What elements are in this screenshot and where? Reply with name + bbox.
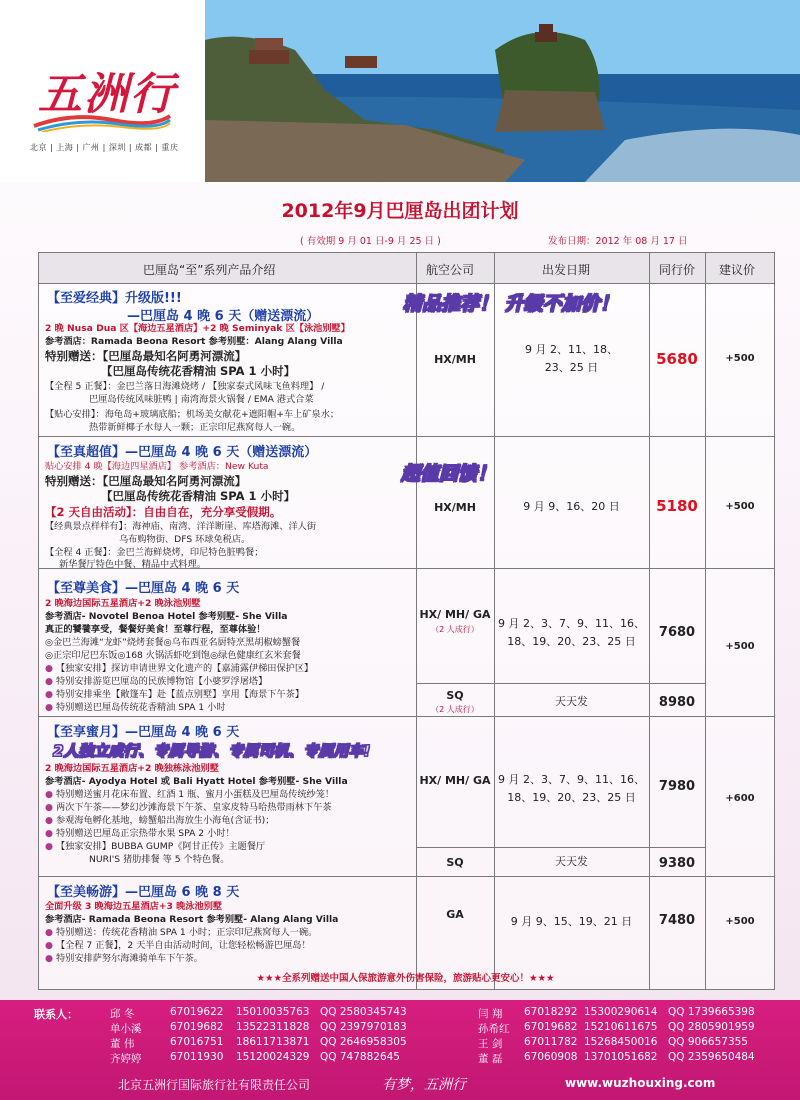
website-link[interactable]: www.wuzhouxing.com xyxy=(565,1076,716,1090)
detail-text: 【独家安排】探访申请世界文化遗产的【嘉浦露伊梯田保护区】 xyxy=(55,663,314,674)
contact-name: 王 剑 xyxy=(478,1038,503,1050)
header-airline: 航空公司 xyxy=(426,263,475,277)
dates-line: 18、19、20、23、25 日 xyxy=(507,635,636,648)
bullet-icon: ● xyxy=(45,815,54,826)
contact-tel: 67019682 xyxy=(524,1021,578,1033)
dates-line: 9 月 2、11、18、 xyxy=(525,343,618,356)
contact-mobile: 13522311828 xyxy=(236,1021,310,1033)
logo-area xyxy=(0,0,205,182)
promo-annotation: 超值回馈！ xyxy=(401,463,497,485)
company-name: 北京五洲行国际旅行社有限责任公司 xyxy=(118,1078,311,1092)
product-detail xyxy=(45,676,267,688)
bullet-icon: ● xyxy=(45,702,54,713)
contact-name: 闫 翔 xyxy=(478,1008,503,1020)
bullet-icon: ● xyxy=(45,953,54,964)
product-detail: 全面升级 3 晚海边五星酒店+3 晚泳池别墅 xyxy=(45,901,223,912)
product-detail: 特别赠送：【巴厘岛最知名阿勇河漂流】 xyxy=(45,349,247,363)
contact-mobile: 18611713871 xyxy=(236,1036,310,1048)
departure-dates: 9 月 9、15、19、21 日 xyxy=(510,915,633,928)
suggested-price: +500 xyxy=(725,641,755,652)
airline xyxy=(416,607,494,637)
product-detail: 【贴心安排】：海龟岛+玻璃底船；机场美女献花+遮阳帽+车上矿泉水； xyxy=(45,409,340,420)
publish-date: 发布日期：2012 年 08 月 17 日 xyxy=(548,236,688,247)
contact-footer xyxy=(0,1068,800,1100)
detail-text: 特别赠送蜜月花床布置、红酒 1 瓶、蜜月小蛋糕及巴厘岛传统纱笼！ xyxy=(55,789,335,800)
product-detail xyxy=(45,953,203,965)
product-detail xyxy=(45,789,334,801)
detail-text: 特别赠送巴厘岛传统花香精油 SPA 1 小时 xyxy=(55,702,226,713)
product-detail: 参考酒店- Novotel Benoa Hotel 参考别墅- She Villa xyxy=(45,611,288,622)
contact-mobile: 15010035763 xyxy=(236,1006,310,1018)
peer-price: 7680 xyxy=(658,625,696,640)
product-detail xyxy=(45,663,313,675)
bullet-icon: ● xyxy=(45,789,54,800)
product-detail xyxy=(45,802,332,814)
table-header xyxy=(39,253,774,284)
alt-airline: SQ xyxy=(446,856,464,869)
dates-line: 9 月 2、3、7、9、11、16、 xyxy=(498,773,645,786)
contact-name: 邱 冬 xyxy=(110,1008,135,1020)
alt-departure-dates: 天天发 xyxy=(555,855,588,868)
product-detail: 【全程 4 正餐】：金巴兰海鲜烧烤，印尼特色脏鸭餐； xyxy=(45,547,264,558)
product-detail: 新华餐厅特色中餐、精品中式料理。 xyxy=(59,559,206,570)
alt-departure-dates: 天天发 xyxy=(555,695,588,708)
bullet-icon: ● xyxy=(45,828,54,839)
detail-text: 参观海龟孵化基地，螃蟹船出海放生小海龟(含证书)； xyxy=(55,815,275,826)
contact-mobile: 13701051682 xyxy=(584,1051,658,1063)
bullet-icon: ● xyxy=(45,940,54,951)
contact-qq: QQ 906657355 xyxy=(668,1036,748,1048)
product-name: 【至尊美食】—巴厘岛 4 晚 6 天 xyxy=(47,581,240,596)
validity-period: ( 有效期 9 月 01 日-9 月 25 日 ) xyxy=(300,236,441,247)
promo-annotation: 精品推荐！ 升级不加价！ xyxy=(403,293,619,315)
suggested-price: +500 xyxy=(725,501,755,512)
product-detail: NURI'S 猪肋排餐 等 5 个特色餐。 xyxy=(89,854,230,865)
contact-tel: 67011930 xyxy=(170,1051,224,1063)
detail-text: 特别安排萨努尔海滩骑单车下午茶。 xyxy=(55,953,203,964)
product-detail: 2 晚海边国际五星酒店+2 晚独栋泳池别墅 xyxy=(45,763,219,774)
departure-dates xyxy=(494,771,649,807)
contact-name: 单小溪 xyxy=(110,1023,142,1035)
contact-qq: QQ 2580345743 xyxy=(320,1006,407,1018)
row-divider xyxy=(39,436,774,437)
product-name-sub: —巴厘岛 4 晚 6 天（赠送漂流） xyxy=(127,309,320,324)
product-detail: 贴心安排 4 晚【海边四星酒店】 参考酒店：New Kuta xyxy=(45,461,269,472)
dates-line: 18、19、20、23、25 日 xyxy=(507,791,636,804)
contact-mobile: 15120024329 xyxy=(236,1051,310,1063)
contact-qq: QQ 2805901959 xyxy=(668,1021,755,1033)
product-detail: 2 晚 Nusa Dua 区【海边五星酒店】+2 晚 Seminyak 区【泳池别墅】 xyxy=(45,323,350,334)
product-detail: 特别赠送：【巴厘岛最知名阿勇河漂流】 xyxy=(45,474,247,488)
contact-qq: QQ 2397970183 xyxy=(320,1021,407,1033)
contact-name: 董 磊 xyxy=(478,1053,503,1065)
header-suggested-price: 建议价 xyxy=(719,263,756,277)
page-title: 2012年9月巴厘岛出团计划 xyxy=(281,200,519,222)
product-detail: 巴厘岛传统风味脏鸭 | 南湾海景火锅餐 / EMA 港式合菜 xyxy=(89,394,314,405)
bullet-icon: ● xyxy=(45,841,54,852)
contact-tel: 67019622 xyxy=(170,1006,224,1018)
product-name: 【至真超值】—巴厘岛 4 晚 6 天（赠送漂流） xyxy=(47,445,318,460)
product-detail xyxy=(45,927,317,939)
header-dates: 出发日期 xyxy=(542,263,591,277)
product-detail: 参考酒店- Ramada Beona Resort 参考别墅- Alang Alang Villa xyxy=(45,914,339,925)
product-detail xyxy=(45,689,304,701)
airline-note: （2 人成行） xyxy=(431,705,479,714)
header-peer-price: 同行价 xyxy=(659,263,696,277)
product-detail xyxy=(45,828,235,840)
product-detail: 热带新鲜椰子水每人一颗；正宗印尼燕窝每人一碗。 xyxy=(89,422,301,433)
brand-logo: 五洲行 xyxy=(38,69,176,120)
peer-price: 5680 xyxy=(656,350,698,368)
airline: GA xyxy=(446,908,464,921)
alt-peer-price: 8980 xyxy=(658,695,696,710)
bullet-icon: ● xyxy=(45,689,54,700)
detail-text: 特别安排游览巴厘岛的民族博物馆【小婆罗浮屠塔】 xyxy=(55,676,268,687)
detail-text: 两次下午茶——梦幻沙滩海景下午茶、皇家皮特马哈热带雨林下午茶 xyxy=(55,802,332,813)
contact-mobile: 15210611675 xyxy=(584,1021,658,1033)
bullet-icon: ● xyxy=(45,676,54,687)
contact-mobile: 15300290614 xyxy=(584,1006,658,1018)
contact-qq: QQ 2359650484 xyxy=(668,1051,755,1063)
contact-tel: 67018292 xyxy=(524,1006,578,1018)
contact-name: 孙希红 xyxy=(478,1023,510,1035)
contact-qq: QQ 2646958305 xyxy=(320,1036,407,1048)
airline-code: SQ xyxy=(446,689,464,702)
brand-cities: 北京 | 上海 | 广州 | 深圳 | 成都 | 重庆 xyxy=(30,143,179,152)
product-detail: 真正的饕餮享受，餐餐好美食！至尊行程，至尊体验！ xyxy=(45,624,266,635)
airline-code: HX/ MH/ GA xyxy=(419,608,491,621)
airline-note: （2 人成行） xyxy=(431,625,479,634)
dates-line: 9 月 2、3、7、9、11、16、 xyxy=(498,617,645,630)
product-detail: 【巴厘岛传统花香精油 SPA 1 小时】 xyxy=(101,489,296,503)
product-detail: 【2 天自由活动】：自由自在，充分享受假期。 xyxy=(45,505,282,519)
detail-text: 【全程 7 正餐】，2 天半自由活动时间，让您轻松畅游巴厘岛！ xyxy=(55,940,311,951)
contact-mobile: 15268450016 xyxy=(584,1036,658,1048)
product-detail: 参考酒店：Ramada Beona Resort 参考别墅：Alang Alang Villa xyxy=(45,336,343,347)
contact-qq: QQ 747882645 xyxy=(320,1051,400,1063)
detail-text: 特别赠送巴厘岛正宗热带水果 SPA 2 小时！ xyxy=(55,828,235,839)
peer-price: 7480 xyxy=(658,913,696,928)
bullet-icon: ● xyxy=(45,663,54,674)
contact-name: 董 伟 xyxy=(110,1038,135,1050)
product-detail: 2 晚海边国际五星酒店+2 晚泳池别墅 xyxy=(45,598,201,609)
departure-dates xyxy=(494,341,649,377)
header-products: 巴厘岛“至”系列产品介绍 xyxy=(143,263,276,277)
contact-tel: 67011782 xyxy=(524,1036,578,1048)
product-detail: 参考酒店- Ayodya Hotel 或 Bali Hyatt Hotel 参考别墅- She Villa xyxy=(45,776,348,787)
bullet-icon: ● xyxy=(45,927,54,938)
alt-airline xyxy=(416,689,494,717)
airline: HX/MH xyxy=(434,353,476,366)
product-detail: 乌布购物街、DFS 环球免税店。 xyxy=(119,534,251,545)
product-detail xyxy=(45,940,311,952)
sub-row-divider xyxy=(416,847,705,848)
product-detail: 【巴厘岛传统花香精油 SPA 1 小时】 xyxy=(101,364,296,378)
sub-row-divider xyxy=(416,683,705,684)
suggested-price: +500 xyxy=(725,916,755,927)
product-detail: ◎正宗印尼巴东饭◎168 火锅活虾吃到饱◎绿色健康红玄米套餐 xyxy=(45,650,301,661)
header-photo xyxy=(205,0,800,182)
contact-qq: QQ 1739665398 xyxy=(668,1006,755,1018)
airline: HX/MH xyxy=(434,501,476,514)
contact-name: 齐婷婷 xyxy=(110,1053,142,1065)
alt-peer-price: 9380 xyxy=(658,856,696,871)
row-divider xyxy=(39,876,774,877)
product-name: 【至美畅游】—巴厘岛 6 晚 8 天 xyxy=(47,885,240,900)
departure-dates xyxy=(494,615,649,651)
product-detail: 【经典景点样样有】：海神庙、南湾、洋洋断崖、库塔海滩、洋人街 xyxy=(45,521,317,532)
insurance-note: ★★★全系列赠送中国人保旅游意外伤害保险，旅游贴心更安心！★★★ xyxy=(256,973,555,984)
suggested-price: +500 xyxy=(725,353,755,364)
product-name: 【至享蜜月】—巴厘岛 4 晚 6 天 xyxy=(47,725,240,740)
dates-line: 23、25 日 xyxy=(544,361,599,374)
promo-annotation: 2人独立成行、专属导游、专属司机、专属用车! xyxy=(53,742,371,760)
product-table xyxy=(38,252,775,990)
detail-text: 【独家安排】BUBBA GUMP《阿甘正传》主题餐厅 xyxy=(55,841,266,852)
peer-price: 7980 xyxy=(658,779,696,794)
temple-seascape-image xyxy=(205,0,800,182)
airline: HX/ MH/ GA xyxy=(419,774,491,787)
peer-price: 5180 xyxy=(656,497,698,515)
contact-label: 联系人： xyxy=(34,1008,78,1021)
logo-swoosh-icon xyxy=(32,110,172,132)
row-divider xyxy=(39,716,774,717)
product-detail xyxy=(45,702,225,714)
slogan: 有梦，五洲行 xyxy=(382,1077,466,1093)
contact-section xyxy=(0,1000,800,1100)
contact-tel: 67019682 xyxy=(170,1021,224,1033)
detail-text: 特别安排乘坐【敞篷车】赴【蓝点别墅】享用【海景下午茶】 xyxy=(55,689,305,700)
suggested-price: +600 xyxy=(725,793,755,804)
departure-dates: 9 月 9、16、20 日 xyxy=(523,500,620,513)
detail-text: 特别赠送：传统花香精油 SPA 1 小时；正宗印尼燕窝每人一碗。 xyxy=(55,927,318,938)
contact-tel: 67060908 xyxy=(524,1051,578,1063)
product-detail: ◎金巴兰海滩“龙虾”烧烤套餐◎乌布西亚名厨特烹黑胡椒螃蟹餐 xyxy=(45,637,301,648)
contact-tel: 67016751 xyxy=(170,1036,224,1048)
product-detail xyxy=(45,815,274,827)
product-detail: 【全程 5 正餐】：金巴兰落日海滩烧烤 / 【独家泰式风味飞鱼料理】 / xyxy=(45,381,325,392)
product-detail xyxy=(45,841,265,853)
bullet-icon: ● xyxy=(45,802,54,813)
product-name: 【至爱经典】升级版!!! xyxy=(47,291,182,306)
